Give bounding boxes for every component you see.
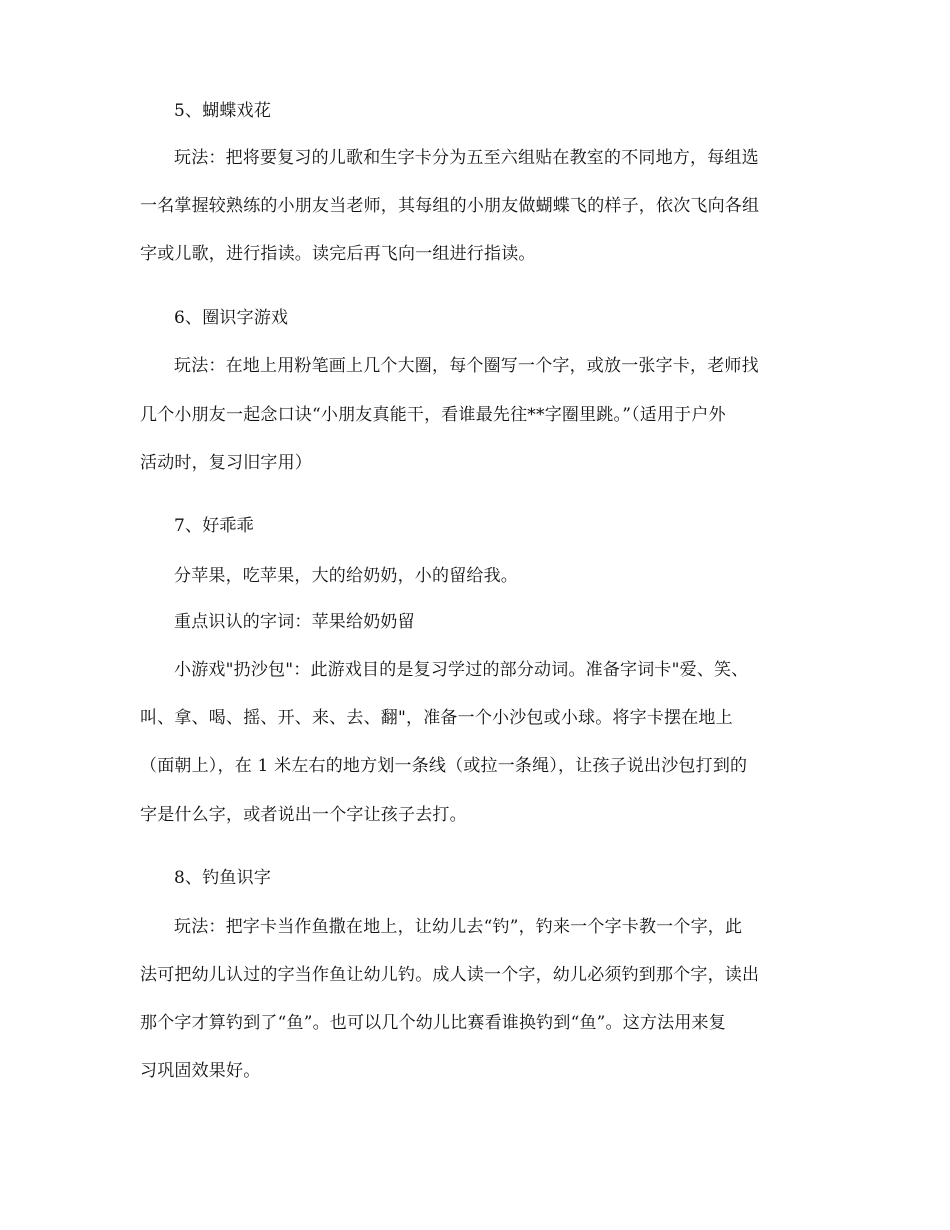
section-8-line-3: 那个字才算钓到了“鱼”。也可以几个幼儿比赛看谁换钓到“鱼”。这方法用来复: [140, 1013, 726, 1033]
section-5-line-2: 一名掌握较熟练的小朋友当老师，其每组的小朋友做蝴蝶飞的样子，依次飞向各组: [140, 196, 760, 216]
section-7-line-3: 小游戏"扔沙包"：此游戏目的是复习学过的部分动词。准备字词卡"爱、笑、: [174, 660, 749, 680]
section-6-line-3: 活动时，复习旧字用）: [140, 453, 312, 473]
section-heading-8: 8、钓鱼识字: [174, 868, 272, 888]
section-7-line-1: 分苹果，吃苹果，大的给奶奶，小的留给我。: [174, 566, 518, 586]
section-heading-6: 6、圈识字游戏: [174, 308, 289, 328]
section-6-line-2: 几个小朋友一起念口诀“小朋友真能干，看谁最先往**字圈里跳。”（适用于户外: [140, 405, 726, 425]
section-6-line-1: 玩法：在地上用粉笔画上几个大圈，每个圈写一个字，或放一张字卡，老师找: [174, 356, 759, 376]
section-8-line-2: 法可把幼儿认过的字当作鱼让幼儿钓。成人读一个字，幼儿必须钓到那个字，读出: [140, 965, 760, 985]
section-5-line-3: 字或儿歌，进行指读。读完后再飞向一组进行指读。: [140, 244, 536, 264]
section-7-line-4: 叫、拿、喝、摇、开、来、去、翻"，准备一个小沙包或小球。将字卡摆在地上: [140, 708, 733, 728]
section-heading-5: 5、蝴蝶戏花: [174, 101, 272, 121]
section-heading-7: 7、好乖乖: [174, 516, 254, 536]
section-7-line-2: 重点识认的字词：苹果给奶奶留: [174, 612, 415, 632]
section-7-line-6: 字是什么字，或者说出一个字让孩子去打。: [140, 805, 467, 825]
section-8-line-1: 玩法：把字卡当作鱼撒在地上，让幼儿去“钓”，钓来一个字卡教一个字，此: [174, 917, 743, 937]
section-8-line-4: 习巩固效果好。: [140, 1061, 261, 1081]
section-7-line-5: （面朝上），在 1 米左右的地方划一条线（或拉一条绳），让孩子说出沙包打到的: [140, 756, 748, 776]
section-5-line-1: 玩法：把将要复习的儿歌和生字卡分为五至六组贴在教室的不同地方，每组选: [174, 148, 759, 168]
